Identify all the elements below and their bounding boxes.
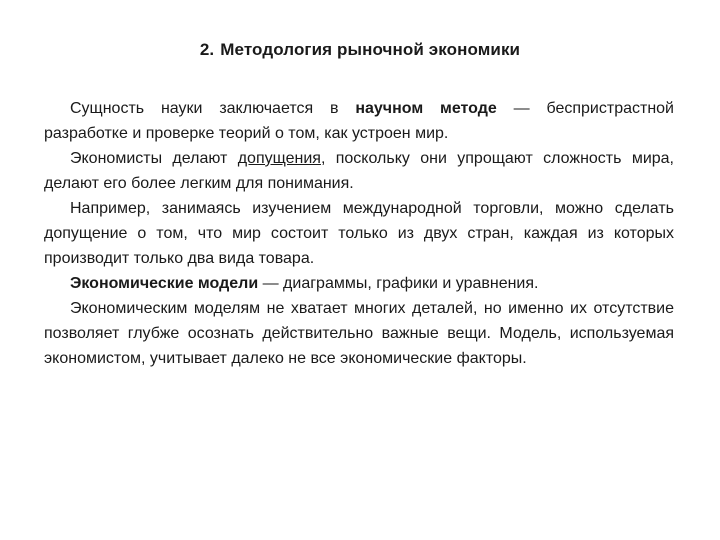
p1-after: — беспристрастной разработке и проверке теорий о том, как устроен мир. [44,100,674,142]
title-text: Методология рыночной экономики [220,40,521,59]
paragraph-science-method [44,96,674,146]
term-economic-models: Экономические модели [70,275,259,292]
p3-text: Например, занимаясь изучением международной торговли, можно сделать допущение о том, что мир состоит только из двух стран, каждая из которых производит только два вида товара. [44,200,674,267]
slide-body [44,96,674,371]
paragraph-assumptions [44,146,674,196]
p4-after: — диаграммы, графики и уравнения. [258,275,539,292]
p2-after: , поскольку они упрощают сложность мира, делают его более легким для понимания. [44,150,675,192]
slide-title [0,40,720,60]
p5-text: Экономическим моделям не хватает многих деталей, но именно их отсутствие позволяет глубже осознать действительно важные вещи. Модель, используемая экономистом, учитывает далеко не все экономические факторы. [44,300,674,367]
term-scientific-method: научном методе [355,100,497,117]
paragraph-model-details [44,296,674,371]
title-number: 2. [199,40,215,59]
paragraph-models [44,271,674,296]
term-assumptions: допущения [237,150,321,167]
paragraph-example [44,196,674,271]
p1-before: Сущность науки заключается в [70,100,356,117]
p2-before: Экономисты делают [70,150,238,167]
